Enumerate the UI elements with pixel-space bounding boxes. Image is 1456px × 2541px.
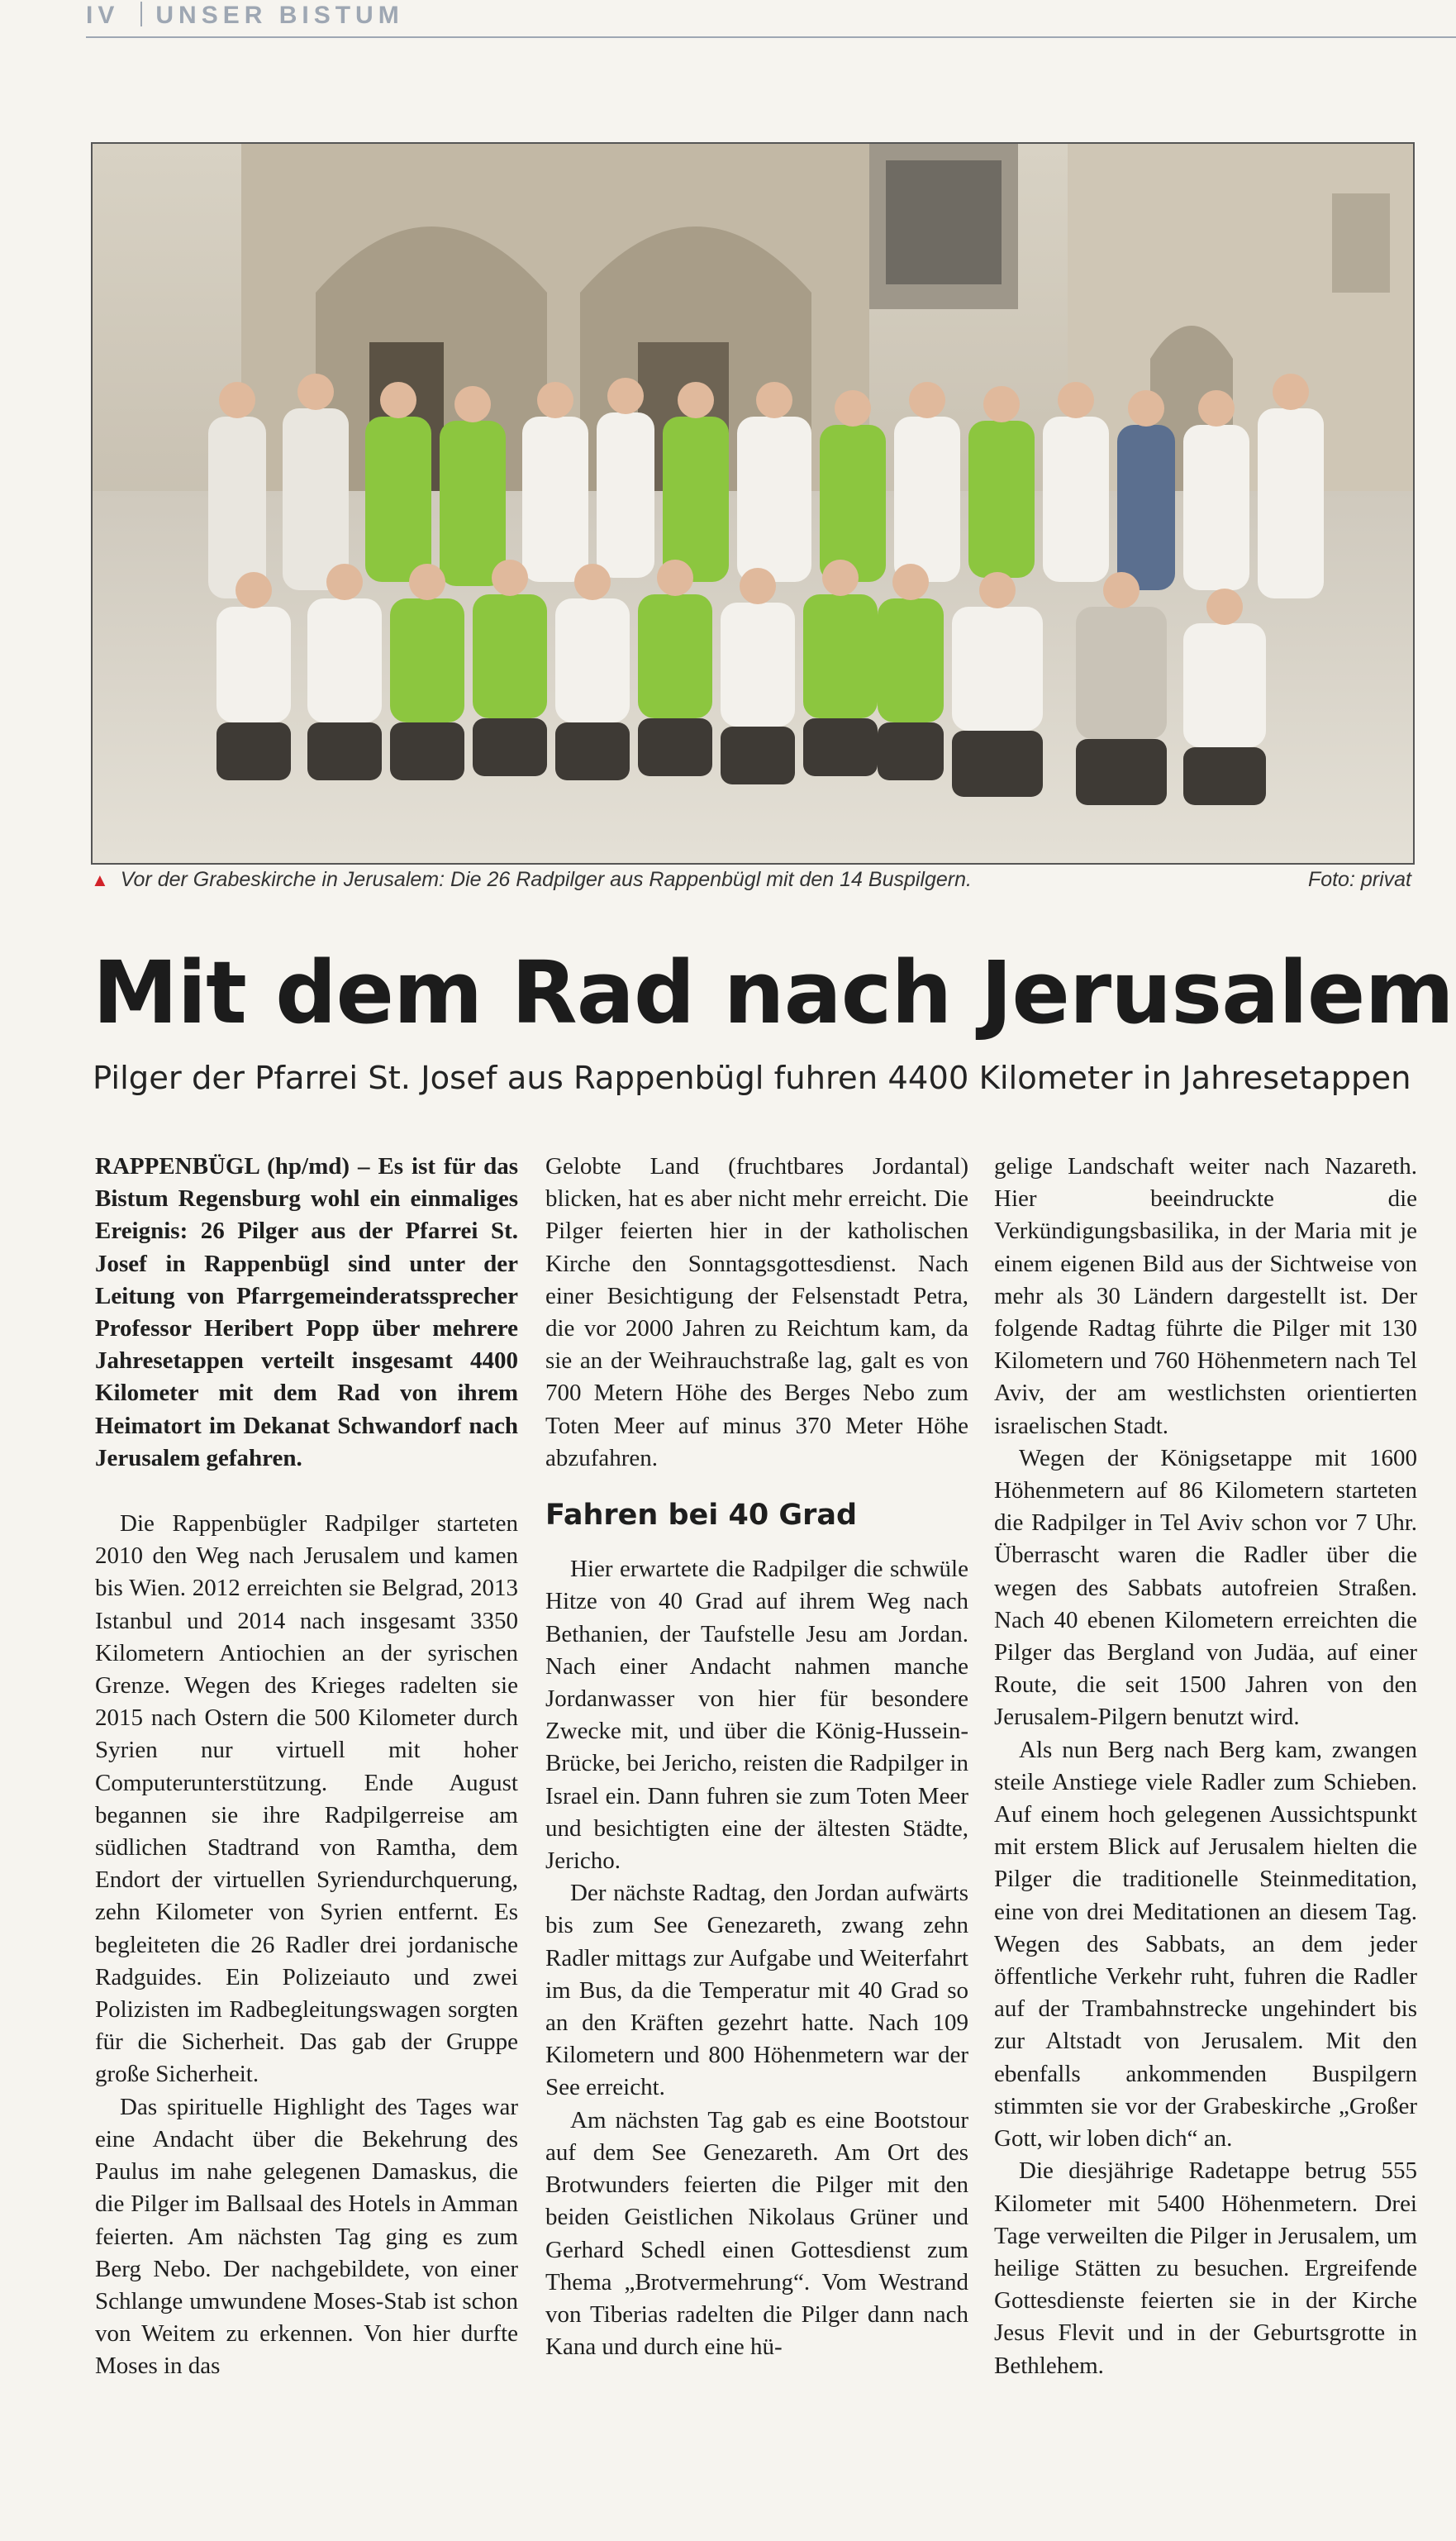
group-photo: [91, 142, 1415, 865]
caption-marker-icon: ▲: [91, 870, 109, 890]
article-column-1: [95, 1151, 518, 2383]
article-paragraph: Wegen der Königsetappe mit 1600 Höhenmetern auf 86 Kilometern starteten die Radpilger in Tel Aviv schon vor 7 Uhr. Überrascht waren die Radler über die wegen des Sabbats autofreien Straßen. Nach 40 ebenen Kilometern erreichten die Pilger das Bergland von Judäa, auf einer Route, die seit 1500 Jahren von den Jerusalem-Pilgern benutzt wird.: [994, 1444, 1417, 1731]
section-name: UNSER BISTUM: [155, 2, 404, 29]
photo-caption: [91, 868, 1411, 901]
article-paragraph: Als nun Berg nach Berg kam, zwangen steile Anstiege viele Radler zum Schieben. Auf einem hoch gelegenen Aussichtspunkt mit erstem Blick auf Jerusalem hielten die Pilger die traditionelle Steinmeditation, eine von drei Meditationen an diesem Tag. Wegen des Sabbats, an dem jeder öffentliche Verkehr ruht, fuhren die Radler auf der Trambahnstrecke ungehindert bis zur Altstadt von Jerusalem. Mit den ebenfalls ankommenden Buspilgern stimmten sie vor der Grabeskirche „Großer Gott, wir loben dich“ an.: [994, 1736, 1417, 2152]
article-paragraph: Hier erwartete die Radpilger die schwüle Hitze von 40 Grad auf ihrem Weg nach Bethanien, der Taufstelle Jesu am Jordan. Nach einer Andacht nahmen manche Jordanwasser von hier für besondere Zwecke mit, und über die König-Hussein-Brücke, bei Jericho, reisten die Radpilger in Israel ein. Dann fuhren sie zum Toten Meer und besichtigten eine der ältesten Städte, Jericho.: [545, 1556, 968, 1875]
article-paragraph: Die Rappenbügler Radpilger starteten 2010 den Weg nach Jerusalem und kamen bis Wien. 2012 erreichten sie Belgrad, 2013 Istanbul und 2014 nach insgesamt 3350 Kilometern Antiochien an der syrischen Grenze. Wegen des Krieges radelten sie 2015 nach Ostern die 500 Kilometer durch Syrien nur virtuell mit hoher Computerunterstützung. Ende August begannen sie ihre Radpilgerreise am südlichen Stadtrand von Ramtha, dem Endort der virtuellen Syriendurchquerung, zehn Kilometer von Syrien entfernt. Es begleiteten die 26 Radler drei jordanische Radguides. Ein Polizeiauto und zwei Polizisten im Radbegleitungswagen sorgten für die Sicherheit. Das gab der Gruppe große Sicherheit.: [95, 1510, 518, 2088]
article-paragraph: gelige Landschaft weiter nach Nazareth. Hier beeindruckte die Verkündigungsbasilika, in der Maria mit je einem eigenen Bild aus der Sichtweise von mehr als 30 Ländern dargestellt ist. Der folgende Radtag führte die Pilger mit 130 Kilometern und 760 Höhenmetern nach Tel Aviv, der am westlichsten orientierten israelischen Stadt.: [994, 1153, 1417, 1439]
header-divider: [140, 2, 142, 26]
page-number: IV: [86, 2, 120, 29]
header-rule: [86, 36, 1456, 38]
article-subhead: Pilger der Pfarrei St. Josef aus Rappenbügl fuhren 4400 Kilometer in Jahresetappen: [93, 1060, 1411, 1097]
article-paragraph: Am nächsten Tag gab es eine Bootstour auf dem See Genezareth. Am Ort des Brotwunders feierten die Pilger mit den beiden Geistlichen Nikolaus Grüner und Gerhard Schedl einen Gottesdienst zum Thema „Brotvermehrung“. Vom Westrand von Tiberias radelten die Pilger dann nach Kana und durch eine hü-: [545, 2106, 968, 2361]
caption-text: Vor der Grabeskirche in Jerusalem: Die 26 Radpilger aus Rappenbügl mit den 14 Buspilgern.: [120, 868, 972, 891]
article-paragraph: Gelobte Land (fruchtbares Jordantal) blicken, hat es aber nicht mehr erreicht. Die Pilger feierten hier in der katholischen Kirche den Sonntagsgottesdienst. Nach einer Besichtigung der Felsenstadt Petra, die vor 2000 Jahren zu Reichtum kam, da sie an der Weihrauchstraße lag, galt es von 700 Metern Höhe des Berges Nebo zum Toten Meer auf minus 370 Meter Höhe abzufahren.: [545, 1153, 968, 1471]
section-header: [86, 2, 404, 30]
article-subtitle: Fahren bei 40 Grad: [545, 1499, 858, 1533]
article-column-2: [545, 1151, 968, 2363]
article-paragraph: Die diesjährige Radetappe betrug 555 Kilometer mit 5400 Höhenmetern. Drei Tage verweilten die Pilger in Jerusalem, um heilige Stätten zu besuchen. Ergreifende Gottesdienste feierten sie in der Kirche Jesus Flevit und in der Geburtsgrotte in Bethlehem.: [994, 2157, 1417, 2379]
article-paragraph: Der nächste Radtag, den Jordan aufwärts bis zum See Genezareth, zwang zehn Radler mittags zur Aufgabe und Weiterfahrt im Bus, da die Temperatur mit 40 Grad so an den Kräften gezehrt hatte. Nach 109 Kilometern und 800 Höhenmetern war der See erreicht.: [545, 1880, 968, 2101]
group-photo-illustration: [93, 144, 1413, 863]
article-lead: RAPPENBÜGL (hp/md) – Es ist für das Bistum Regensburg wohl ein einmaliges Ereignis: 26 Pilger aus der Pfarrei St. Josef in Rappenbügl sind unter der Leitung von Pfarrgemeinderatssprecher Professor Heribert Popp über mehrere Jahresetappen verteilt insgesamt 4400 Kilometer mit dem Rad von ihrem Heimatort im Dekanat Schwandorf nach Jerusalem gefahren.: [95, 1153, 518, 1471]
article-paragraph: Das spirituelle Highlight des Tages war eine Andacht über die Bekehrung des Paulus im nahe gelegenen Damaskus, die die Pilger im Ballsaal des Hotels in Amman feierten. Am nächsten Tag ging es zum Berg Nebo. Der nachgebildete, von einer Schlange umwundene Moses-Stab ist schon von Weitem zu erkennen. Von hier durfte Moses in das: [95, 2093, 518, 2380]
article-column-3: [994, 1151, 1417, 2382]
photo-credit: Foto: privat: [1307, 868, 1411, 891]
article-headline: Mit dem Rad nach Jerusalem: [93, 942, 1454, 1043]
